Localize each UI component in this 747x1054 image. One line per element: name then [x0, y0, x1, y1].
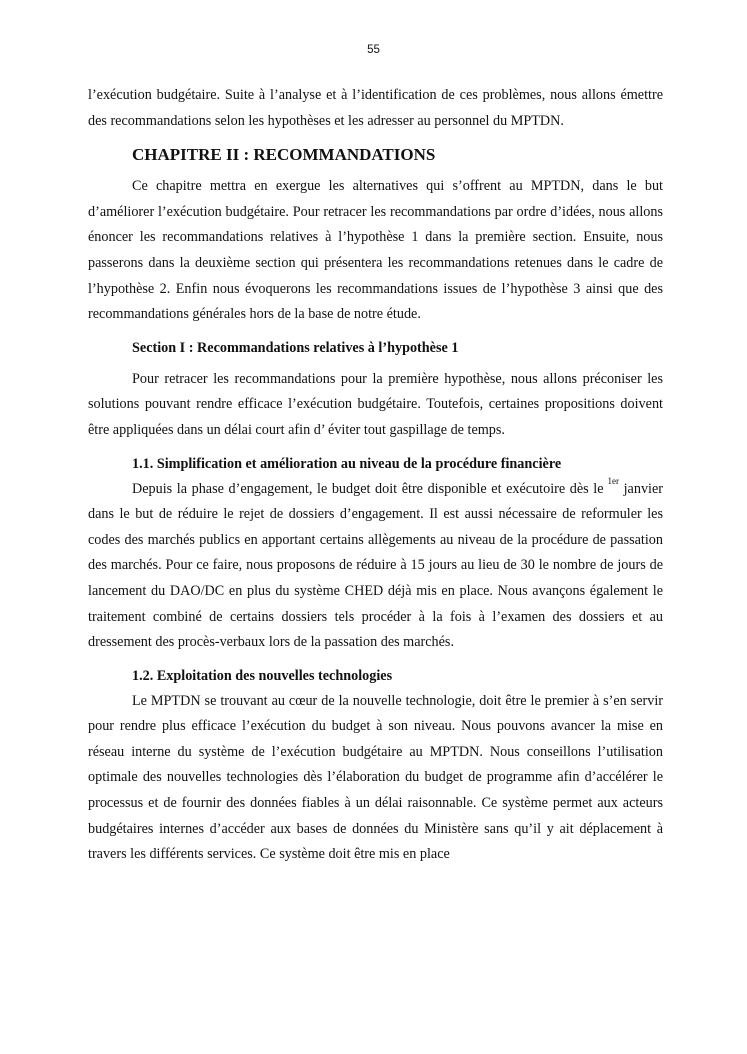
subsection-1-paragraph-start: Depuis la phase d’engagement, le budget doit être disponible et exécutoire dès le — [132, 480, 604, 497]
intro-paragraph: l’exécution budgétaire. Suite à l’analyse et à l’identification de ces problèmes, nous allons émettre des recommandations selon les hypothèses et les adresser au personnel du MPTDN. — [88, 87, 663, 129]
subsection-1-paragraph — [88, 477, 663, 656]
chapter-title: CHAPITRE II : RECOMMANDATIONS — [132, 145, 436, 165]
subsection-1-title: 1.1. Simplification et amélioration au niveau de la procédure financière — [132, 455, 562, 472]
page-number: 55 — [367, 44, 380, 56]
subsection-2-paragraph: Le MPTDN se trouvant au cœur de la nouvelle technologie, doit être le premier à s’en servir pour rendre plus efficace l’exécution du budget à son niveau. Nous pouvons avancer la mise en réseau interne du système de l’exécution budgétaire au MPTDN. Nous conseillons l’utilisation optimale des nouvelles technologies dès l’élaboration du budget de programme afin d’accélérer le processus et de fournir des données fiables à un délai raisonnable. Ce système permet aux acteurs budgétaires internes d’accéder aux bases de données du Ministère sans qu’il y ait déplacement à travers les différents services. Ce système doit être mis en place — [88, 692, 663, 863]
subsection-2-title: 1.2. Exploitation des nouvelles technologies — [132, 667, 393, 684]
subsection-1-paragraph-rest: janvier dans le but de réduire le rejet de dossiers d’engagement. Il est aussi nécessaire de reformuler les codes des marchés publics en apportant certains allègements au niveau de la procédure de passation des marchés. Pour ce faire, nous proposons de réduire à 15 jours au lieu de 30 le nombre de jours de lancement du DAO/DC en plus du système CHED déjà mis en place. Nous avançons également le traitement combiné de certains dossiers tels procéder à la fois à l’examen des dossiers et au dressement des procès-verbaux lors de la passation des marchés. — [88, 480, 663, 651]
section-paragraph: Pour retracer les recommandations pour la première hypothèse, nous allons préconiser les solutions pouvant rendre efficace l’exécution budgétaire. Toutefois, certaines propositions doivent être appliquées dans un délai court afin d’ éviter tout gaspillage de temps. — [88, 370, 663, 438]
page-content — [88, 83, 663, 868]
section-title: Section I : Recommandations relatives à l’hypothèse 1 — [132, 339, 459, 356]
ordinal-superscript: 1er — [607, 475, 620, 486]
chapter-paragraph: Ce chapitre mettra en exergue les alternatives qui s’offrent au MPTDN, dans le but d’améliorer l’exécution budgétaire. Pour retracer les recommandations par ordre d’idées, nous allons énoncer les recommandations relatives à l’hypothèse 1 dans la première section. Ensuite, nous passerons dans la deuxième section qui présentera les recommandations retenues dans le cadre de l’hypothèse 2. Enfin nous évoquerons les recommandations issues de l’hypothèse 3 ainsi que des recommandations générales hors de la base de notre étude. — [88, 178, 663, 323]
